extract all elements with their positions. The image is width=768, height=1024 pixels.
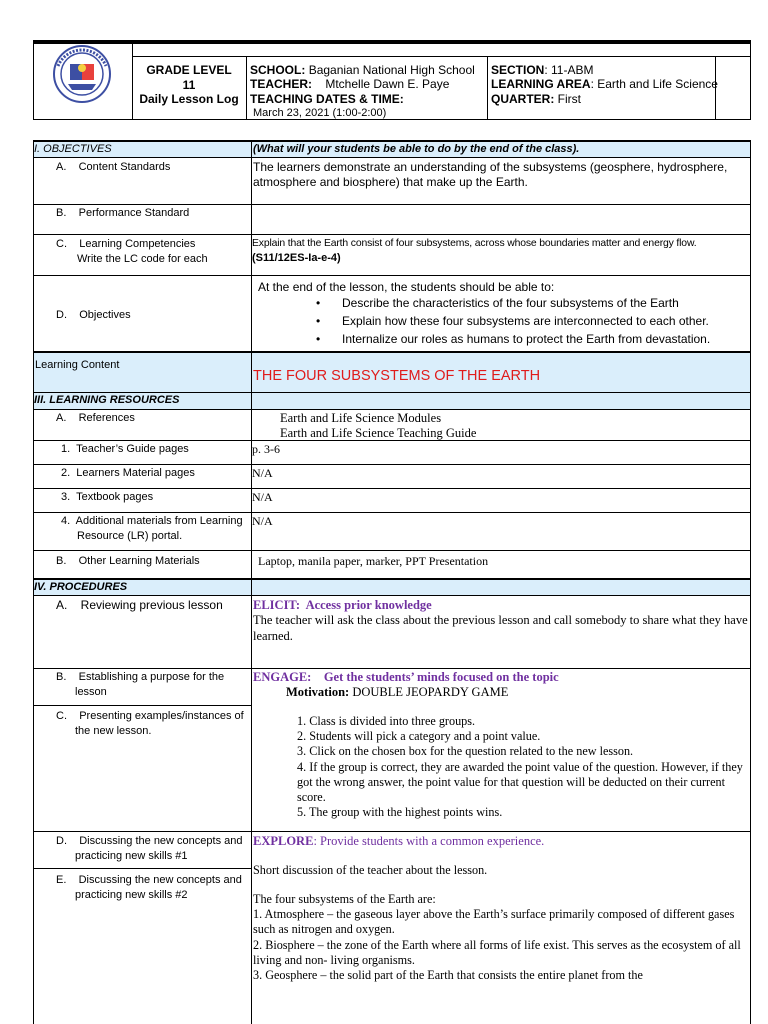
school-row — [250, 63, 475, 78]
subsystem-item: 1. Atmosphere – the gaseous layer above the Earth’s surface primarily composed of different gases such as nitrogen and oxygen. — [253, 907, 735, 937]
quarter-row — [491, 92, 581, 107]
short-discussion: Short discussion of the teacher about the lesson. — [253, 863, 488, 877]
explore-row — [253, 834, 544, 849]
area-row — [491, 77, 718, 92]
references-line-2: Earth and Life Science Teaching Guide — [280, 426, 477, 440]
learning-content-label: Learning Content — [35, 359, 120, 371]
textbook-value: N/A — [252, 490, 273, 504]
section-row — [491, 63, 593, 78]
performance-standard-label: B. Performance Standard — [56, 207, 190, 219]
quarter-value: First — [554, 92, 581, 106]
explore-text: : Provide students with a common experience. — [313, 834, 545, 848]
game-step: 2. Students will pick a category and a point value. — [297, 729, 541, 744]
content-standards-text: The learners demonstrate an understanding of the subsystems (geosphere, hydrosphere, atmosphere and biosphere) that make up the Earth. — [253, 160, 728, 189]
purpose-label-2: lesson — [75, 686, 107, 698]
grade-level-label: GRADE LEVEL — [146, 63, 232, 77]
dates-value: March 23, 2021 (1:00-2:00) — [253, 107, 387, 119]
procedures-heading: IV. PROCEDURES — [34, 581, 128, 593]
log-title: Daily Lesson Log — [139, 92, 239, 106]
learning-content-title: THE FOUR SUBSYSTEMS OF THE EARTH — [253, 368, 541, 384]
game-step: 1. Class is divided into three groups. — [297, 714, 476, 728]
motivation-label: Motivation: — [286, 685, 350, 699]
section-value: : 11-ABM — [544, 63, 594, 77]
school-label: SCHOOL: — [250, 63, 306, 77]
quarter-label: QUARTER: — [491, 92, 555, 106]
game-step: 5. The group with the highest points wins. — [297, 805, 503, 820]
objectives-label: D. Objectives — [56, 309, 131, 321]
resources-heading: III. LEARNING RESOURCES — [34, 394, 180, 406]
learners-material-label: 2. Learners Material pages — [61, 467, 195, 479]
game-step: 3. Click on the chosen box for the question related to the new lesson. — [297, 744, 634, 759]
area-value: : Earth and Life Science — [590, 77, 718, 91]
teachers-guide-label: 1. Teacher’s Guide pages — [61, 443, 189, 455]
game-steps-list — [297, 714, 749, 820]
elicit-title: ELICIT: Access prior knowledge — [253, 598, 432, 612]
objectives-heading-note: (What will your students be able to do by the end of the class). — [253, 143, 580, 155]
school-value: Baganian National High School — [308, 63, 475, 77]
references-label: A. References — [56, 412, 135, 424]
game-step: 4. If the group is correct, they are awarded the point value of the question. However, if they got the wrong answer, the point value for that question will be deducted on their current score. — [297, 759, 743, 805]
dates-label: TEACHING DATES & TIME: — [250, 92, 404, 106]
discussing-1-label-2: practicing new skills #1 — [75, 850, 188, 862]
teacher-value: Mtchelle Dawn E. Paye — [325, 77, 450, 91]
learners-material-value: N/A — [252, 466, 273, 480]
teacher-label: TEACHER: — [250, 77, 312, 91]
discussing-2-label-1: E. Discussing the new concepts and — [56, 874, 242, 886]
references-line-1: Earth and Life Science Modules — [280, 411, 442, 425]
presenting-label-1: C. Presenting examples/instances of — [56, 710, 244, 722]
competencies-label-2: Write the LC code for each — [77, 253, 208, 265]
content-standards-label: A. Content Standards — [56, 161, 171, 173]
purpose-label-1: B. Establishing a purpose for the — [56, 671, 225, 683]
bullet-icon: • — [316, 296, 321, 310]
additional-materials-label-1: 4. Additional materials from Learning — [61, 515, 243, 527]
motivation-value: DOUBLE JEOPARDY GAME — [349, 685, 509, 699]
bullet-icon: • — [316, 332, 321, 346]
procedures-band — [33, 579, 751, 595]
elicit-text: The teacher will ask the class about the previous lesson and call somebody to share what they have learned. — [253, 613, 748, 643]
objective-item: • Explain how these four subsystems are interconnected to each other. — [316, 314, 709, 328]
competencies-label-1: C. Learning Competencies — [56, 238, 196, 250]
teacher-row — [250, 77, 449, 92]
subsystem-item: 3. Geosphere – the solid part of the Earth that consists the entire planet from the — [253, 968, 643, 983]
discussing-1-label-1: D. Discussing the new concepts and — [56, 835, 243, 847]
four-subsystems — [253, 892, 753, 983]
other-materials-label: B. Other Learning Materials — [56, 555, 200, 567]
explore-title: EXPLORE — [253, 834, 314, 848]
competencies-code: (S11/12ES-Ia-e-4) — [252, 252, 341, 264]
objectives-intro: At the end of the lesson, the students should be able to: — [258, 280, 555, 294]
section-label: SECTION — [491, 63, 545, 77]
objective-item: • Internalize our roles as humans to protect the Earth from devastation. — [316, 332, 711, 346]
area-label: LEARNING AREA — [491, 77, 591, 91]
competencies-text: Explain that the Earth consist of four subsystems, across whose boundaries matter and energy flow. — [252, 238, 697, 249]
additional-materials-label-2: Resource (LR) portal. — [77, 530, 183, 542]
objective-item: • Describe the characteristics of the four subsystems of the Earth — [316, 296, 679, 310]
engage-title: ENGAGE: Get the students’ minds focused on the topic — [253, 670, 559, 684]
reviewing-label: A. Reviewing previous lesson — [56, 598, 223, 612]
other-materials-value: Laptop, manila paper, marker, PPT Presentation — [258, 554, 489, 568]
objectives-heading: I. OBJECTIVES — [34, 143, 112, 155]
discussing-2-label-2: practicing new skills #2 — [75, 889, 188, 901]
textbook-label: 3. Textbook pages — [61, 491, 154, 503]
presenting-label-2: the new lesson. — [75, 725, 152, 737]
deped-seal-logo — [44, 44, 120, 104]
motivation-row — [286, 685, 508, 700]
grade-level-value: 11 — [182, 78, 196, 92]
teachers-guide-value: p. 3-6 — [252, 442, 280, 456]
objectives-list — [316, 296, 750, 350]
additional-materials-value: N/A — [252, 514, 273, 528]
four-intro: The four subsystems of the Earth are: — [253, 892, 436, 906]
bullet-icon: • — [316, 314, 321, 328]
subsystem-item: 2. Biosphere – the zone of the Earth where all forms of life exist. This serves as the ecosystem of all living and non- living organisms. — [253, 937, 741, 967]
